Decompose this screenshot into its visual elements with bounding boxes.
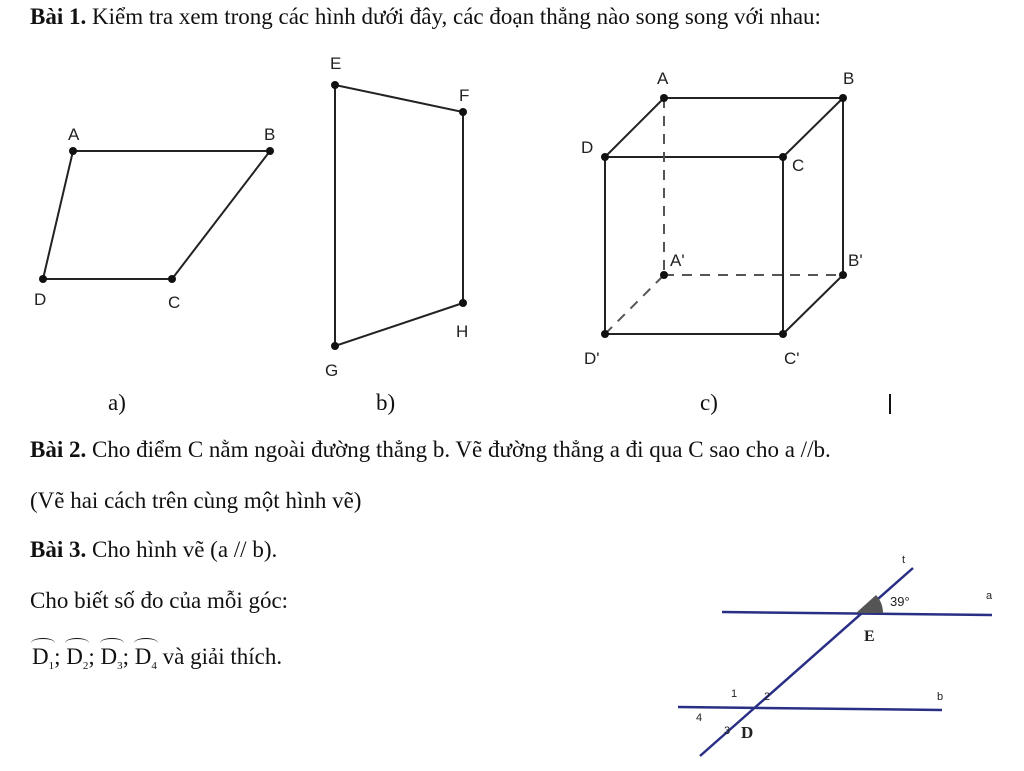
bai3-heading xyxy=(30,537,277,563)
label-cube-b: B xyxy=(843,69,855,88)
label-line-a: a xyxy=(986,590,993,602)
bai2-heading xyxy=(30,437,831,463)
angle-d1: $D_1$ xyxy=(32,638,54,672)
point-a xyxy=(69,147,77,155)
quadrilateral-efhg xyxy=(335,85,463,346)
label-g: G xyxy=(325,361,339,380)
label-a: A xyxy=(68,125,80,144)
angle-d3: $D_3$ xyxy=(101,638,123,672)
angle-number-4: 4 xyxy=(696,712,703,724)
point-cube-c xyxy=(779,153,787,161)
caption-a: a) xyxy=(108,390,126,415)
point-cube-d xyxy=(601,153,609,161)
point-cube-d1 xyxy=(601,330,609,338)
label-f: F xyxy=(459,86,470,105)
label-c: C xyxy=(168,293,181,312)
bai2-text: Cho điểm C nằm ngoài đường thẳng b. Vẽ đường thẳng a đi qua C sao cho a //b. xyxy=(86,437,831,462)
figure-a-points xyxy=(39,147,274,283)
bai2-label: Bài 2. xyxy=(30,437,87,462)
angle-d2: $D_2$ xyxy=(66,638,88,672)
bai3-line2: Cho biết số đo của mỗi góc: xyxy=(30,588,289,613)
bai1-text: Kiểm tra xem trong các hình dưới đây, các đoạn thẳng nào song song với nhau: xyxy=(86,4,821,29)
label-t: t xyxy=(902,554,906,566)
bai1-label: Bài 1. xyxy=(30,4,87,29)
label-point-e: E xyxy=(864,628,875,645)
figure-a xyxy=(43,151,270,279)
angles-tail: và giải thích. xyxy=(156,644,283,669)
edge-c1b1 xyxy=(783,275,843,334)
line-b xyxy=(678,707,942,710)
point-h xyxy=(459,299,467,307)
figure-b-points xyxy=(331,81,470,350)
caption-c: c) xyxy=(700,390,718,415)
caption-b: b) xyxy=(376,390,396,415)
line-t xyxy=(700,568,913,756)
point-c xyxy=(168,275,176,283)
label-cube-d1: D' xyxy=(584,349,600,368)
point-d xyxy=(39,275,47,283)
label-cube-d: D xyxy=(581,138,594,157)
parallelogram-abcd xyxy=(43,151,270,279)
angle-value-39: 39° xyxy=(890,594,910,609)
point-e xyxy=(331,81,339,89)
point-cube-b1 xyxy=(839,271,847,279)
figure-b xyxy=(335,85,463,346)
label-h: H xyxy=(456,322,469,341)
bai3-angles: $D_1$; $D_2$; $D_3$; $D_4$ và giải thích. xyxy=(32,638,282,672)
angle-number-2: 2 xyxy=(764,691,771,703)
point-cube-a xyxy=(660,94,668,102)
angle-d4: $D_4$ xyxy=(135,638,157,672)
label-cube-a: A xyxy=(657,69,669,88)
label-cube-c: C xyxy=(792,156,805,175)
label-cube-a1: A' xyxy=(670,251,685,270)
label-e: E xyxy=(330,54,342,73)
label-d: D xyxy=(34,290,47,309)
point-cube-a1 xyxy=(660,271,668,279)
bai3-label: Bài 3. xyxy=(30,537,87,562)
point-f xyxy=(459,108,467,116)
label-line-b: b xyxy=(937,691,944,703)
angle-number-1: 1 xyxy=(731,688,738,700)
edge-da xyxy=(605,98,664,157)
label-b: B xyxy=(264,125,276,144)
bai2-note: (Vẽ hai cách trên cùng một hình vẽ) xyxy=(30,488,362,513)
edge-cb xyxy=(783,98,843,157)
point-g xyxy=(331,342,339,350)
point-b xyxy=(266,147,274,155)
bai3-text: Cho hình vẽ (a // b). xyxy=(86,537,278,562)
point-cube-b xyxy=(839,94,847,102)
point-cube-c1 xyxy=(779,330,787,338)
label-cube-c1: C' xyxy=(784,349,800,368)
figure-c xyxy=(605,98,843,334)
edge-d1a1-hidden xyxy=(605,275,664,334)
label-cube-b1: B' xyxy=(848,251,863,270)
angle-number-3: 3 xyxy=(724,725,731,737)
label-point-d: D xyxy=(741,723,754,742)
